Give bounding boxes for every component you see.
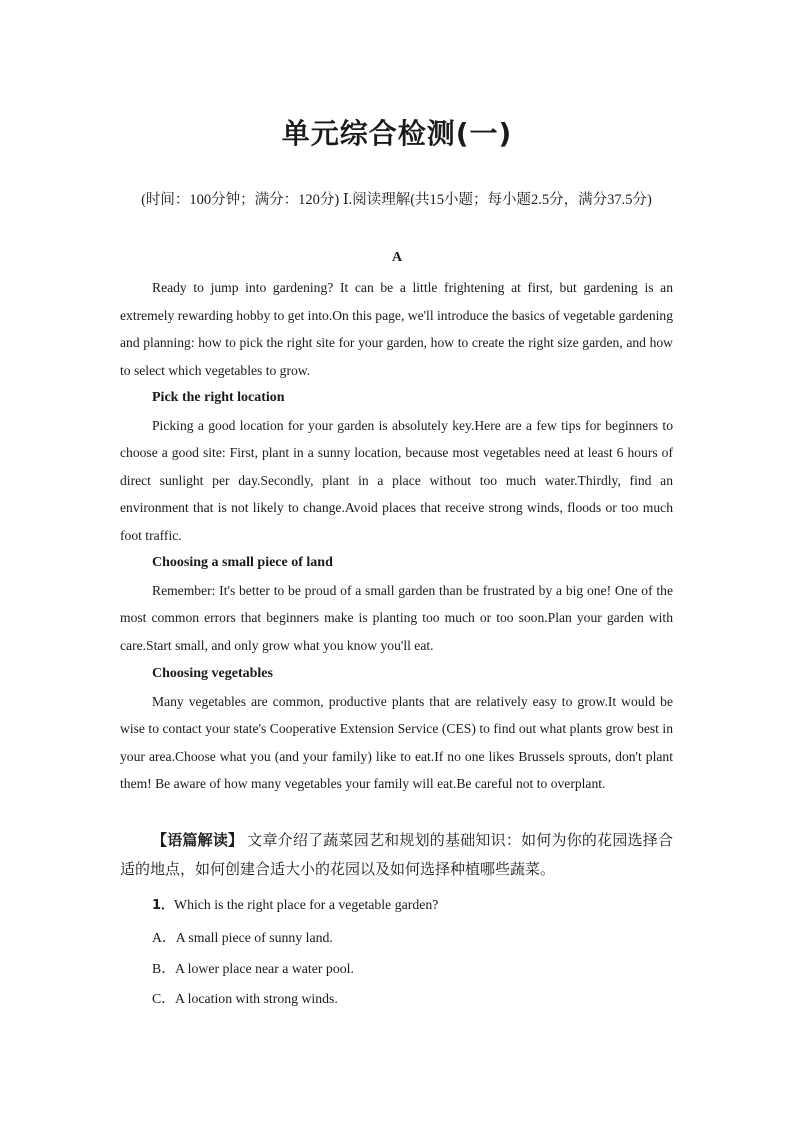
heading-land: Choosing a small piece of land bbox=[152, 555, 333, 570]
paragraph-location: Picking a good location for your garden is absolutely key.Here are a few tips for beginners to choose a good site: First, plant in a sunny location, because most vegetables need at least 6 hours of direct sunlight per day.Secondly, plant in a place without too much water.Thirdly, find an environment that is not likely to change.Avoid places that receive strong winds, floods or too much foot traffic. bbox=[120, 417, 673, 543]
page-title: 单元综合检测(一) bbox=[281, 117, 513, 150]
question-number: 1． bbox=[152, 898, 175, 913]
analysis-text: 文章介绍了蔬菜园艺和规划的基础知识：如何为你的花园选择合适的地点，如何创建合适大小的花园以及如何选择种植哪些蔬菜。 bbox=[120, 833, 673, 878]
section-label: A bbox=[391, 250, 403, 265]
option-a bbox=[152, 926, 333, 946]
analysis-label: 【语篇解读】 bbox=[152, 831, 244, 849]
intro-paragraph: Ready to jump into gardening? It can be a little frightening at first, but gardening is an extremely rewarding hobby to get into.On this page, we'll introduce the basics of vegetable gardening and planning: how to pick the right site for your garden, how to create the right size garden, and how to select which vegetables to grow. bbox=[120, 280, 673, 378]
paragraph-land: Remember: It's better to be proud of a small garden than be frustrated by a big one! One of the most common errors that beginners make is planting too much or too soon.Plan your garden with care.Start small, and only grow what you know you'll eat. bbox=[120, 582, 673, 653]
question-text: Which is the right place for a vegetable garden? bbox=[174, 897, 439, 912]
option-letter: A． bbox=[152, 930, 176, 945]
paragraph-vegetables: Many vegetables are common, productive plants that are relatively easy to grow.It would be wise to contact your state's Cooperative Extension Service (CES) to find out what plants grow best in your area.Choose what you (and your family) like to eat.If no one likes Brussels sprouts, don't plant them! Be aware of how many vegetables your family will eat.Be careful not to overplant. bbox=[120, 693, 673, 792]
question-stem bbox=[152, 894, 438, 913]
option-text: A location with strong winds. bbox=[175, 991, 338, 1006]
heading-vegetables: Choosing vegetables bbox=[152, 666, 273, 681]
location-block bbox=[120, 384, 673, 550]
option-letter: C． bbox=[152, 991, 175, 1006]
option-b bbox=[152, 957, 354, 977]
passage-intro-block bbox=[120, 274, 673, 384]
option-c bbox=[152, 987, 338, 1007]
option-text: A lower place near a water pool. bbox=[175, 961, 354, 976]
option-letter: B． bbox=[152, 961, 175, 976]
land-block bbox=[120, 549, 673, 659]
option-text: A small piece of sunny land. bbox=[175, 930, 333, 945]
passage-analysis bbox=[120, 826, 673, 885]
heading-location: Pick the right location bbox=[152, 390, 285, 405]
exam-meta: (时间：100分钟；满分：120分) Ⅰ.阅读理解(共15小题；每小题2.5分，满分37.5分) bbox=[141, 192, 652, 208]
vegetables-block bbox=[120, 660, 673, 798]
